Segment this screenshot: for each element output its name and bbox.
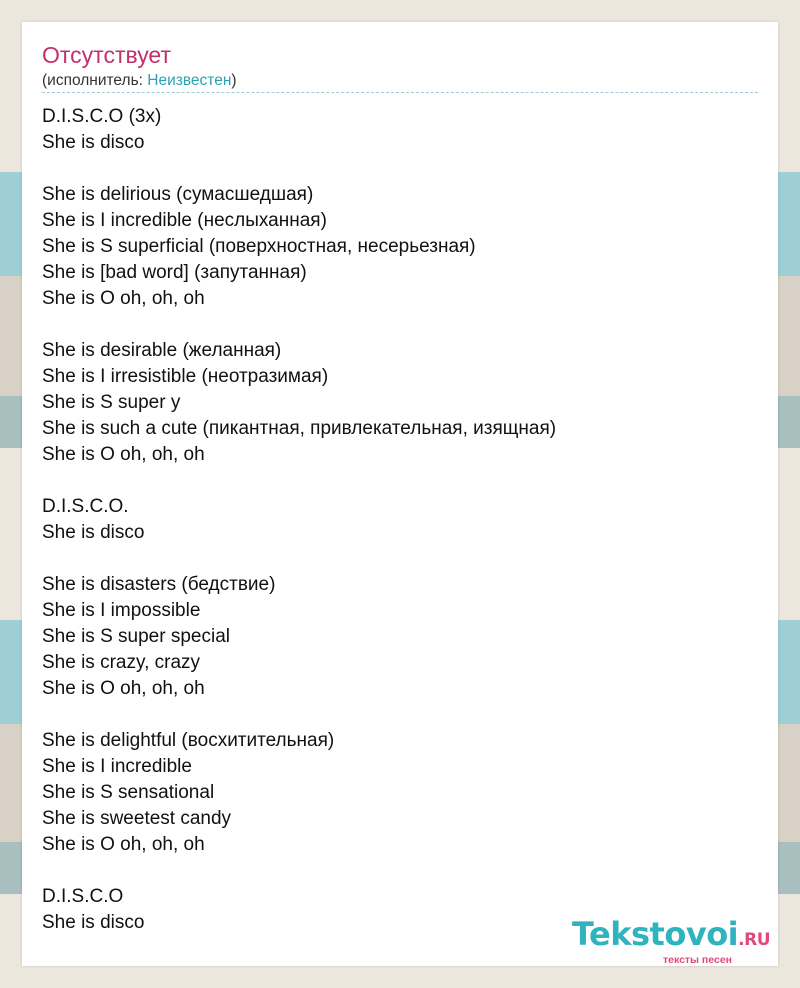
- lyric-line: She is S sensational: [42, 782, 215, 803]
- artist-suffix: ): [231, 72, 237, 89]
- lyric-line: She is delightful (восхитительная): [42, 730, 335, 751]
- lyric-line: She is O oh, oh, oh: [42, 288, 205, 309]
- lyric-line: [42, 702, 556, 728]
- lyrics-card: [22, 22, 778, 966]
- lyric-line: She is O oh, oh, oh: [42, 444, 205, 465]
- lyric-line: She is crazy, crazy: [42, 652, 201, 673]
- logo-domain: .RU: [738, 930, 770, 950]
- lyric-line: She is delirious (сумасшедшая): [42, 184, 314, 205]
- lyric-line: [42, 312, 556, 338]
- lyric-line: She is disco: [42, 132, 145, 153]
- lyric-line: [42, 468, 556, 494]
- lyric-line: She is disasters (бедствие): [42, 574, 276, 595]
- lyric-line: [42, 546, 556, 572]
- lyric-line: She is disco: [42, 522, 145, 543]
- lyric-line: [42, 156, 556, 182]
- title-divider: [42, 92, 758, 93]
- artist-line: [42, 72, 237, 90]
- lyric-line: She is desirable (желанная): [42, 340, 282, 361]
- lyric-line: She is I incredible (неслыханная): [42, 210, 327, 231]
- lyric-line: She is sweetest candy: [42, 808, 232, 829]
- lyric-line: D.I.S.C.O.: [42, 496, 129, 517]
- song-title: Отсутствует: [42, 42, 171, 68]
- lyric-line: D.I.S.C.O (3x): [42, 106, 162, 127]
- lyric-line: She is I irresistible (неотразимая): [42, 366, 329, 387]
- lyric-line: She is disco: [42, 912, 145, 933]
- lyric-line: She is S super special: [42, 626, 230, 647]
- logo-tagline: тексты песен: [662, 954, 732, 966]
- lyric-line: She is I impossible: [42, 600, 201, 621]
- lyric-line: She is S super y: [42, 392, 181, 413]
- lyric-line: She is O oh, oh, oh: [42, 678, 205, 699]
- artist-prefix: (исполнитель:: [42, 72, 148, 89]
- lyric-line: She is I incredible: [42, 756, 192, 777]
- lyric-line: She is S superficial (поверхностная, несерьезная): [42, 236, 476, 257]
- artist-link[interactable]: Неизвестен: [147, 72, 232, 89]
- logo-name: Tekstovoi: [571, 915, 739, 953]
- lyric-line: She is such a cute (пикантная, привлекательная, изящная): [42, 418, 557, 439]
- lyric-line: She is [bad word] (запутанная): [42, 262, 307, 283]
- site-logo[interactable]: [560, 916, 770, 966]
- lyric-line: [42, 858, 556, 884]
- lyric-line: D.I.S.C.O: [42, 886, 124, 907]
- lyric-line: She is O oh, oh, oh: [42, 834, 205, 855]
- lyrics-text: [42, 104, 556, 936]
